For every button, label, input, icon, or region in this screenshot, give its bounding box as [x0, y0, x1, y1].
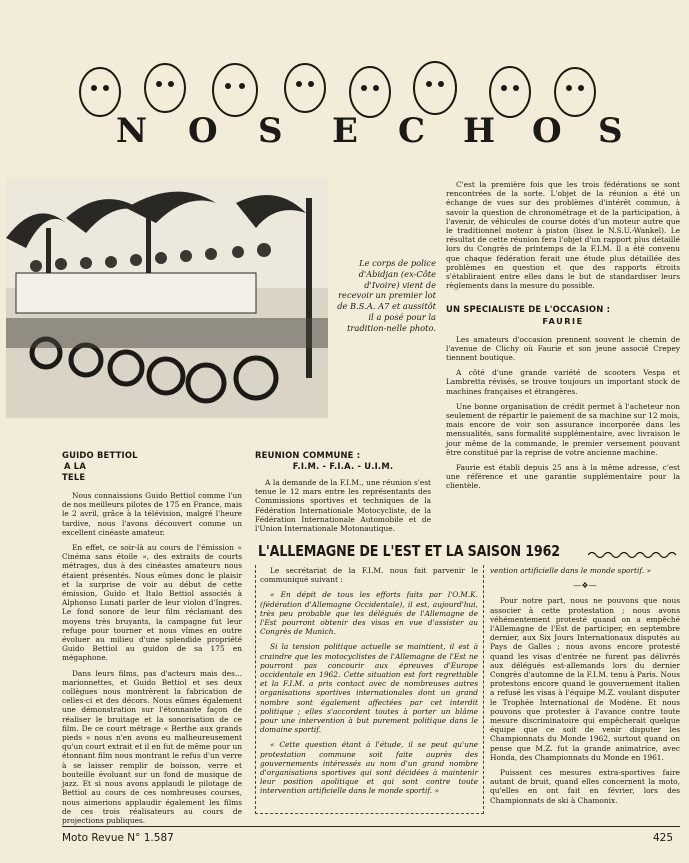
quote-paragraph: Si la tension politique actuelle se maintient, il est à craindre que les motocyclistes de l'Allemagne de l'Est ne pourront pas concourir aux épreuves d'Europe occidentale en 1962. Cette situation est fort regrettable et la F.I.M. a pris contact avec de nombreuses autres organisations sportives internationales dont un grand nombre sont également affectées par cet interdit politique ; elles s'accordent toutes à porter un blâme pour une intervention à but purement politique dans le domaine sportif.: [260, 642, 478, 735]
banner-letter: O: [188, 111, 218, 151]
bettiol-heading-line: TELE: [62, 472, 86, 482]
footer-rule: [62, 826, 680, 827]
banner-letter: S: [258, 111, 283, 151]
allemagne-right-column: [490, 566, 680, 811]
quote-continuation: vention artificielle dans le monde sportif. »: [490, 566, 652, 575]
paragraph: C'est la première fois que les trois fédérations se sont rencontrées de la sorte. L'objet de la réunion a été un échange de vues sur des problèmes d'intérêt commun, à savoir la question de chronométrage et de la participation, à l'avenir, de véhicules de course dotés d'un moteur autre que le traditionnel moteur à piston (lisez le N.S.U.-Wankel). Le résultat de cette réunion fera l'objet d'un rapport plus détaillé lors du Congrès de printemps de la F.I.M. Il a été convenu que chaque fédération ferait une étude plus détaillée des problèmes en question et que des rapports étroits s'établiraient entre elles dans le but de standardiser leurs règlements dans la mesure du possible.: [446, 180, 680, 291]
police-motorcycles-photo: [6, 178, 328, 418]
quote-paragraph: « Cette question étant à l'étude, il se peut qu'une protestation commune soit faite auprès des gouvernements intéressés au nom d'un grand nombre d'organisations sportives qui sont décidées à maintenir leur position apolitique et qui sont contre toute intervention artificielle dans le monde sportif. »: [260, 740, 478, 796]
paragraph: A la demande de la F.I.M., une réunion s'est tenue le 12 mars entre les représentants des Commissions sportives et techniques de la Fédération Internationale Motocycliste, de la Fédération Internationale Automobile et de l'Union Internationale Motonautique.: [255, 478, 431, 534]
specialiste-subheading: FAURIE: [542, 316, 584, 327]
paragraph: Puissent ces mesures extra-sportives faire autant de bruit, quand elles concernent la moto, qu'elles en ont fait en février, lors des Championnats de ski à Chamonix.: [490, 768, 680, 805]
specialiste-heading: UN SPECIALISTE DE L'OCCASION :: [446, 304, 611, 315]
banner-letter: E: [332, 111, 358, 151]
paragraph: A côté d'une grande variété de scooters Vespa et Lambretta révisés, se trouve toujours un important stock de machines françaises et étrangères.: [446, 368, 680, 396]
paragraph: En effet, ce soir-là au cours de l'émission « Cinéma sans étoile », des extraits de courts métrages, dus à des cinéastes amateurs nous étaient présentés. Nous eûmes donc le plaisir et la surprise de voir au début de cette émission, Guido et Italo Bettiol associés à Alphonso Lunati parler de leur violon d'Ingres. Le fond sonore de leur film réclamant des moyens très bruyants, la campagne fut leur refuge pour tourner et nous vîmes en outre évoluer au milieu d'une splendide propriété Guido Bettiol au guidon de sa 175 en mégaphone.: [62, 543, 242, 663]
paragraph: Nous connaissions Guido Bettiol comme l'un de nos meilleurs pilotes de 175 en France, mais le 2 avril, grâce à la télévision, malgré l'heure tardive, nous l'avons découvert comme un excellent cinéaste amateur.: [62, 491, 242, 537]
paragraph: Pour notre part, nous ne pouvons que nous associer à cette protestation ; nous avons véhémentement protesté quand on a empêché l'Allemagne de l'Est de participer, en septembre dernier, aux Six Jours Internationaux disputés au Pays de Galles ; nous avons encore protesté quand les visas d'entrée ne furent pas délivrés aux délégués est-allemands lors du dernier Congrès d'automne de la F.I.M. tenu à Paris. Nous protestons encore quand le gouvernement italien a refusé les visas à l'équipe M.Z. voulant disputer le Trophée International de Modène. Et nous pouvons que protester à l'avance contre toute mesure discriminatoire qui empêcherait quelque équipe que ce soit de venir disputer les Championnats du Monde 1962, surtout quand on pense que M.Z. fut la grande animatrice, avec Honda, des Championnats du Monde en 1961.: [490, 596, 680, 762]
quote-paragraph: « En dépit de tous les efforts faits par l'O.M.K. (fédération d'Allemagne Occidentale), il est, aujourd'hui, très peu probable que les délégués de l'Allemagne de l'Est pourront obtenir des visas en vue d'assister au Congrès de Munich.: [260, 590, 478, 637]
separator-flourish: —❖—: [573, 581, 597, 591]
decorative-rule: [588, 550, 680, 560]
paragraph: Les amateurs d'occasion prennent souvent le chemin de l'avenue de Clichy où Faurie et son jeune associé Crepey tiennent boutique.: [446, 334, 680, 363]
photo-caption: Le corps de police d'Abidjan (ex-Côte d'Ivoire) vient de recevoir un premier lot de B.S.A. A7 et aussitôt il a posé pour la tradition-nelle photo.: [337, 258, 436, 333]
paragraph: Une bonne organisation de crédit permet à l'acheteur non seulement de répartir le paiement de sa machine sur 12 mois, mais encore de voir son assurance incorporée dans les mensualités, sans formalité supplémentaire, avec livraison le jour même de la commande, le premier versement pouvant être constitué par la reprise de votre ancienne machine.: [446, 401, 680, 457]
bettiol-heading-line: GUIDO BETTIOL: [62, 450, 138, 460]
paragraph: Le secrétariat de la F.I.M. nous fait parvenir le communiqué suivant :: [260, 566, 478, 585]
allemagne-left-column: [260, 566, 478, 796]
nos-echos-banner: [70, 52, 630, 152]
reunion-continued-column: [446, 180, 680, 497]
reunion-heading: REUNION COMMUNE :: [255, 450, 361, 460]
paragraph: Faurie est établi depuis 25 ans à la même adresse, c'est une référence et une garantie supplémentaire pour la clientèle.: [446, 463, 680, 491]
banner-letter: S: [598, 111, 623, 151]
banner-letter: N: [116, 111, 148, 151]
allemagne-title: L'ALLEMAGNE DE L'EST ET LA SAISON 1962: [258, 542, 560, 560]
banner-letter: C: [398, 111, 426, 151]
page-number: 425: [653, 832, 674, 844]
bettiol-column: [62, 450, 242, 831]
reunion-column: [255, 450, 431, 539]
banner-letter: H: [463, 111, 496, 151]
bettiol-heading-line: A LA: [64, 461, 87, 471]
footer-publication: Moto Revue N° 1.587: [62, 832, 174, 844]
reunion-subheading: F.I.M. - F.I.A. - U.I.M.: [292, 461, 394, 471]
paragraph: Dans leurs films, pas d'acteurs mais des... marionnettes, et Guido Bettiol et ses deux collègues nous montrèrent la fabrication de celles-ci et des décors. Nous eûmes également une démonstration sur l'étonnante façon de réaliser le bruitage et la sonorisation de ce film. De ce court métrage « Berthe aux grands pieds » nous n'en avons eu malheureusement qu'un court extrait et il en fut de même pour un étonnant film nous montrant le refus d'un verre à se laisser remplir de boisson, verre et bouteille évoluant sur un fond de musique de jazz. Et si nous avons applaudi le pilotage de Bettiol au cours de ces nombreuses courses, nous aimerions applaudir également les films de ces trois réalisateurs au cours de projections publiques.: [62, 668, 242, 825]
banner-letter: O: [532, 111, 562, 151]
